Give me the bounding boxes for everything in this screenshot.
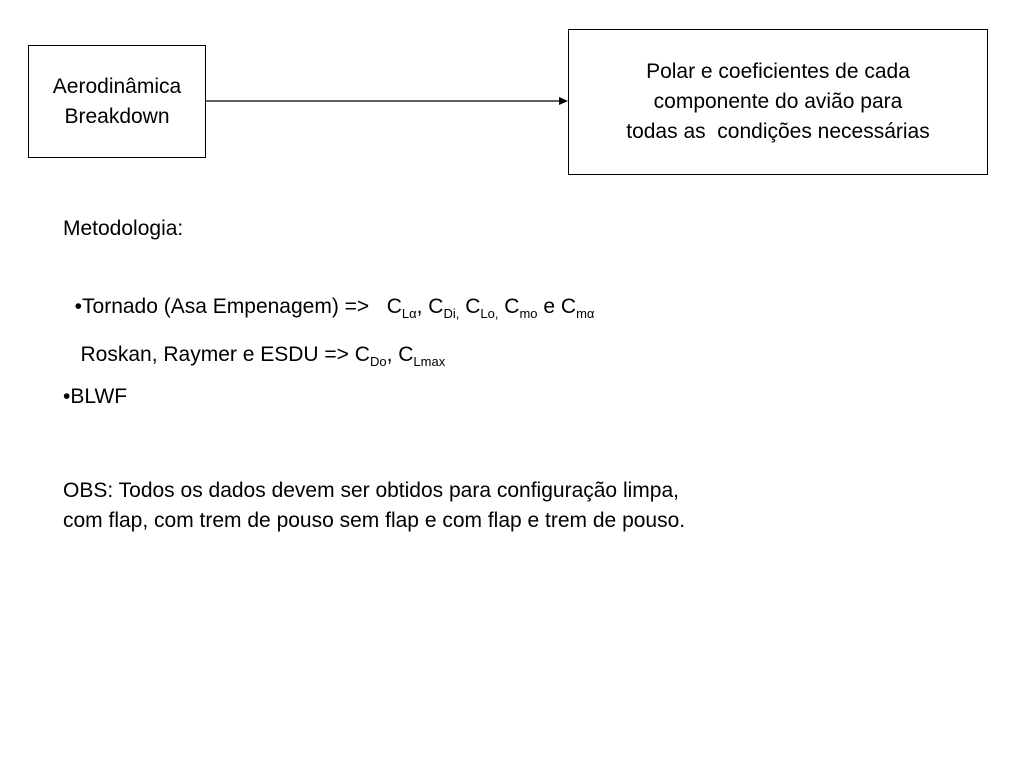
- coef-subscript: Lα: [401, 306, 417, 321]
- coef-base: C: [354, 343, 370, 366]
- coef-separator: ,: [416, 295, 429, 318]
- coef-base: C: [386, 295, 402, 318]
- right-box-line-1: Polar e coeficientes de cada: [646, 60, 910, 83]
- coef-subscript: mo: [519, 306, 538, 321]
- roskan-line: [63, 310, 445, 370]
- left-box-line-2: Breakdown: [64, 104, 170, 128]
- coef-base: C: [428, 295, 444, 318]
- coef-subscript: Lo,: [480, 306, 499, 321]
- coef-base: C: [560, 295, 577, 318]
- coef-base: C: [398, 343, 414, 366]
- coef-subscript: Do: [369, 354, 387, 369]
- metodologia-heading: Metodologia:: [63, 217, 184, 240]
- coef-term: [354, 343, 399, 369]
- coef-subscript: Lmax: [413, 354, 446, 369]
- coef-separator: ,: [386, 343, 399, 366]
- coef-term: [560, 295, 595, 321]
- coef-term: [465, 295, 504, 321]
- coef-subscript: Di,: [443, 306, 460, 321]
- blwf-line: •BLWF: [63, 385, 128, 408]
- aerodinamica-breakdown-box: [28, 45, 206, 158]
- roskan-prefix: Roskan, Raymer e ESDU =>: [74, 343, 355, 366]
- coef-base: C: [504, 295, 520, 318]
- left-box-line-1: Aerodinâmica: [52, 74, 182, 98]
- coef-term: [398, 343, 446, 369]
- obs-line-1: OBS: Todos os dados devem ser obtidos para configuração limpa,: [63, 479, 679, 502]
- coef-subscript: mα: [576, 306, 595, 321]
- arrowhead-icon: [559, 97, 568, 105]
- right-box-line-2: componente do avião para: [653, 90, 903, 113]
- right-box-line-3: todas as condições necessárias: [626, 120, 930, 143]
- coef-base: C: [465, 295, 481, 318]
- obs-line-2: com flap, com trem de pouso sem flap e com flap e trem de pouso.: [63, 509, 686, 532]
- coef-separator: e: [537, 295, 561, 318]
- coef-term: [504, 295, 561, 321]
- tornado-prefix: •Tornado (Asa Empenagem) =>: [74, 295, 387, 318]
- polar-coeficientes-box: [568, 29, 988, 175]
